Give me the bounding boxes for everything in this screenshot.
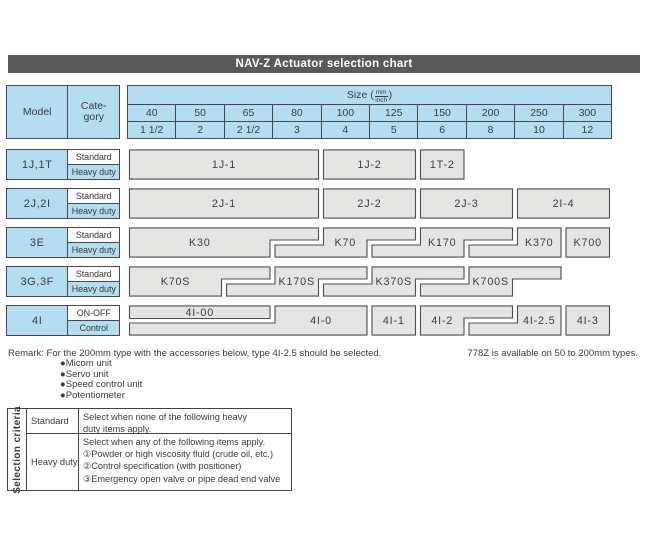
model-header-cell: Model (7, 86, 68, 138)
criteria-text-heavy-duty (79, 434, 291, 490)
category-standard: Standard (68, 228, 119, 243)
size-unit-inch: inch (375, 96, 388, 104)
bar-label-2j-3: 2J-3 (454, 198, 479, 211)
size-mm-125: 125 (370, 105, 418, 121)
criteria-line-heavy-duty-2: ①Powder or high viscosity fluid (crude oil, etc.) (83, 449, 274, 460)
size-mm-100: 100 (322, 105, 370, 121)
size-title-row (128, 86, 611, 105)
row-head-3g-3f (6, 266, 120, 297)
model-row-1j-1t (6, 149, 644, 180)
model-row-4i (6, 305, 644, 336)
selection-criteria-side (8, 405, 27, 494)
bar-label-k70s: K70S (160, 276, 191, 289)
size-inch-3: 3 (273, 122, 321, 138)
category-heavy-duty: Heavy duty (68, 204, 119, 218)
accessory-micom-unit: ●Micom unit (60, 358, 112, 369)
size-unit-fraction (375, 89, 388, 104)
bar-label-k170s: K170S (278, 276, 315, 289)
model-cell-1j-1t: 1J,1T (7, 150, 68, 179)
bar-label-2j-2: 2J-2 (357, 198, 382, 211)
size-inch-2-1-2: 2 1/2 (225, 122, 273, 138)
size-mm-65: 65 (225, 105, 273, 121)
category-heavy-duty: Heavy duty (68, 282, 119, 296)
size-mm-300: 300 (578, 107, 597, 119)
chart-title-bar (8, 55, 640, 73)
model-cell-2j-2i: 2J,2I (7, 189, 68, 218)
bar-label-k70: K70 (334, 237, 357, 250)
bar-label-1t-2: 1T-2 (429, 159, 455, 172)
size-inch-12: 12 (581, 124, 594, 136)
size-mm-40: 40 (128, 105, 176, 121)
size-header-table (127, 85, 612, 139)
bar-label-k700s: K700S (472, 276, 509, 289)
category-heavy-duty: Heavy duty (68, 243, 119, 257)
size-inch-4: 4 (322, 122, 370, 138)
category-heavy-duty: Heavy duty (68, 165, 119, 179)
bar-label-1j-2: 1J-2 (357, 159, 382, 172)
category-header-line1: Cate- (80, 100, 107, 112)
model-category-header (6, 85, 120, 139)
category-control: Control (68, 321, 119, 335)
bar-label-4i-3: 4I-3 (576, 315, 599, 328)
size-inch-row (128, 122, 611, 138)
category-cells-1j-1t (68, 150, 119, 179)
size-unit-paren-open: ( (370, 89, 374, 101)
size-label: Size (346, 89, 368, 101)
size-unit-paren-close: ) (388, 89, 393, 101)
bars-2j-2i (127, 188, 612, 219)
criteria-line-heavy-duty-1: Select when any of the following items apply. (83, 437, 266, 447)
size-mm-80: 80 (273, 105, 321, 121)
bar-label-k700: K700 (573, 237, 602, 250)
criteria-row-heavy-duty (27, 434, 291, 490)
row-head-3e (6, 227, 120, 258)
criteria-line-standard-1: Select when none of the following heavy (83, 412, 247, 422)
accessories-list (60, 359, 142, 401)
bar-label-4i-00: 4I-00 (185, 306, 215, 319)
model-cell-3g-3f: 3G,3F (7, 267, 68, 296)
category-on-off: ON-OFF (68, 306, 119, 321)
accessory-servo-unit: ●Servo unit (60, 368, 109, 380)
bar-label-k370: K370 (525, 237, 554, 250)
bar-label-2j-1: 2J-1 (211, 198, 237, 211)
category-header-line2: gory (83, 111, 104, 123)
selection-criteria-rows (27, 409, 291, 490)
criteria-line-standard-2: duty items apply. (83, 424, 152, 435)
row-head-1j-1t (6, 149, 120, 180)
bars-4i (127, 305, 612, 336)
category-cells-3g-3f (68, 267, 119, 296)
size-inch-2: 2 (176, 122, 224, 138)
bars-3g-3f (127, 266, 612, 297)
model-row-2j-2i (6, 188, 644, 219)
bar-label-k370s: K370S (375, 276, 412, 289)
criteria-line-heavy-duty-4: ③Emergency open valve or pipe dead end valve (83, 473, 281, 484)
criteria-label-standard: Standard (27, 409, 79, 433)
category-header-cell (68, 86, 119, 138)
model-cell-4i: 4I (7, 306, 68, 335)
bar-label-4i-0: 4I-0 (310, 315, 332, 328)
bar-label-1j-1: 1J-1 (211, 159, 237, 172)
category-standard: Standard (68, 189, 119, 204)
size-mm-50: 50 (176, 105, 224, 121)
bar-label-k170: K170 (428, 237, 457, 250)
criteria-row-standard (27, 409, 291, 434)
side-note-text: 778Z is available on 50 to 200mm types. (467, 348, 638, 359)
accessory-speed-control-unit: ●Speed control unit (60, 379, 143, 390)
selection-criteria-table (7, 405, 292, 494)
row-head-4i (6, 305, 120, 336)
size-inch-5: 5 (370, 122, 418, 138)
size-mm-250: 250 (515, 105, 563, 121)
size-inch-1-1-2: 1 1/2 (128, 122, 176, 138)
model-row-3g-3f (6, 266, 644, 297)
criteria-text-standard (79, 409, 291, 433)
bar-label-4i-2-5: 4I-2.5 (523, 315, 556, 328)
bars-1j-1t (127, 149, 612, 180)
category-standard: Standard (68, 150, 119, 165)
bar-label-k30: K30 (188, 237, 211, 250)
model-row-3e (6, 227, 644, 258)
category-cells-2j-2i (68, 189, 119, 218)
chart-title: NAV-Z Actuator selection chart (235, 58, 413, 70)
size-inch-8: 8 (467, 122, 515, 138)
bar-label-4i-2: 4I-2 (431, 315, 454, 328)
size-mm-150: 150 (418, 105, 466, 121)
bars-3e (127, 227, 612, 258)
size-inch-10: 10 (515, 122, 563, 138)
category-cells-3e (68, 228, 119, 257)
size-inch-6: 6 (418, 122, 466, 138)
size-mm-200: 200 (467, 105, 515, 121)
model-cell-3e: 3E (7, 228, 68, 257)
selection-criteria-label: Selection criteria (11, 405, 23, 494)
size-mm-row (128, 105, 611, 122)
criteria-line-heavy-duty-3: ②Control specification (with positioner) (83, 461, 242, 472)
category-standard: Standard (68, 267, 119, 282)
size-unit-mm: mm (375, 88, 387, 96)
bar-label-4i-1: 4I-1 (382, 315, 405, 328)
remark-text: Remark: For the 200mm type with the accessories below, type 4I-2.5 should be selected. (8, 348, 382, 359)
category-cells-4i (68, 306, 119, 335)
row-head-2j-2i (6, 188, 120, 219)
criteria-label-heavy-duty: Heavy duty (27, 434, 79, 490)
bar-label-2i-4: 2I-4 (552, 198, 575, 211)
accessory-potentiometer: ●Potentiometer (60, 389, 125, 401)
